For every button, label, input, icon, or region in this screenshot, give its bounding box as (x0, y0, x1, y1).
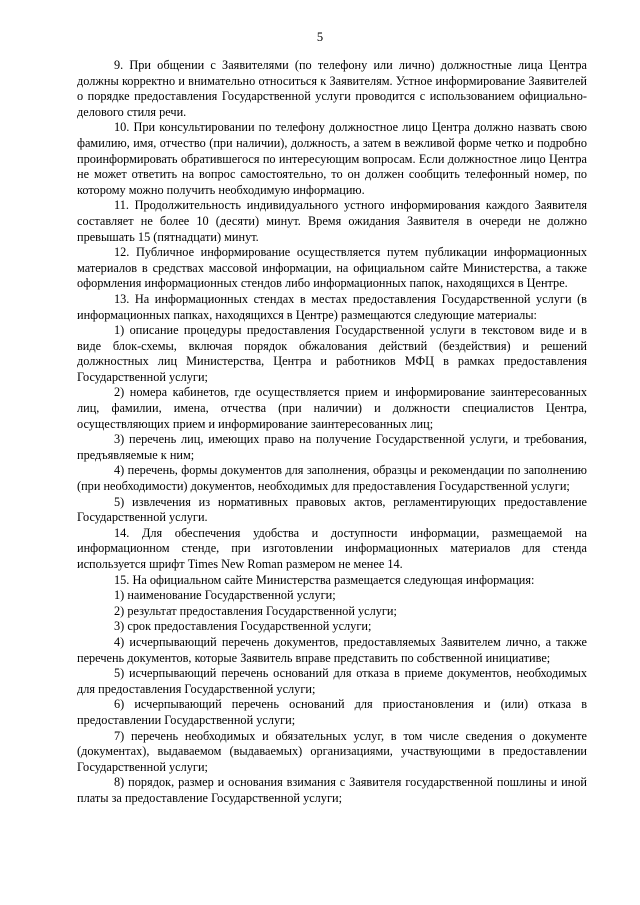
list-item-13-3: 3) перечень лиц, имеющих право на получение Государственной услуги, и требования, предъявляемые к ним; (77, 432, 587, 462)
list-item-15-4: 4) исчерпывающий перечень документов, предоставляемых Заявителем лично, а также перечень документов, которые Заявитель вправе представить по собственной инициативе; (77, 634, 587, 665)
paragraph-13: 13. На информационных стендах в местах предоставления Государственной услуги (в информационных папках, находящихся в Центре) размещаются следующие материалы: (77, 291, 587, 322)
list-item-13-5: 5) извлечения из нормативных правовых актов, регламентирующих предоставление Государственной услуги. (77, 494, 587, 525)
paragraph-14: 14. Для обеспечения удобства и доступности информации, размещаемой на информационном стенде, при изготовлении информационных материалов для стенда используется шрифт Times New Roman размером не менее 14. (77, 525, 587, 571)
list-item-15-6: 6) исчерпывающий перечень оснований для приостановления и (или) отказа в предоставлении Государственной услуги; (77, 697, 587, 727)
paragraph-9: 9. При общении с Заявителями (по телефону или лично) должностные лица Центра должны корректно и внимательно относиться к Заявителям. Устное информирование Заявителей о порядке предоставления Государственной услуги проводится с использованием официально-делового стиля речи. (77, 58, 587, 119)
document-body (77, 58, 587, 807)
paragraph-15: 15. На официальном сайте Министерства размещается следующая информация: (114, 572, 535, 587)
list-item-15-3: 3) срок предоставления Государственной услуги; (114, 619, 372, 634)
page-number: 5 (316, 30, 324, 44)
list-item-15-5: 5) исчерпывающий перечень оснований для отказа в приеме документов, необходимых для предоставления Государственной услуги; (77, 666, 587, 696)
list-item-15-7: 7) перечень необходимых и обязательных услуг, в том числе сведения о документе (документах), выдаваемом (выдаваемых) организациями, участвующими в предоставлении Государственной услуги; (77, 728, 587, 774)
paragraph-12: 12. Публичное информирование осуществляется путем публикации информационных материалов в средствах массовой информации, на официальном сайте Министерства, а также оформления информационных стендов либо информационных папок, находящихся в Центре. (77, 245, 587, 291)
list-item-15-1: 1) наименование Государственной услуги; (114, 588, 336, 603)
list-item-13-4: 4) перечень, формы документов для заполнения, образцы и рекомендации по заполнению (при необходимости) документов, необходимых для предоставления Государственной услуги; (77, 463, 587, 494)
list-item-13-1: 1) описание процедуры предоставления Государственной услуги в текстовом виде и в виде блок-схемы, включая порядок обжалования действий (бездействия) и решений должностных лиц Министерства, Центра и работников МФЦ в рамках предоставления Государственной услуги; (77, 323, 587, 384)
list-item-13-2: 2) номера кабинетов, где осуществляется прием и информирование заинтересованных лиц, фамилии, имена, отчества (при наличии) и должности специалистов Центра, осуществляющих прием и информирование заинтересованных лиц; (77, 385, 587, 431)
list-item-15-8: 8) порядок, размер и основания взимания с Заявителя государственной пошлины и иной платы за предоставление Государственной услуги; (77, 775, 587, 805)
paragraph-10: 10. При консультировании по телефону должностное лицо Центра должно назвать свою фамилию, имя, отчество (при наличии), должность, а затем в вежливой форме четко и подробно проинформировать обратившегося по интересующим вопросам. Если должностное лицо Центра не может ответить на вопрос самостоятельно, то он должен сообщить телефонный номер, по которому можно получить необходимую информацию. (77, 120, 587, 197)
list-item-15-2: 2) результат предоставления Государственной услуги; (114, 603, 397, 618)
paragraph-11: 11. Продолжительность индивидуального устного информирования каждого Заявителя составляет не более 10 (десяти) минут. Время ожидания Заявителя в очереди не должно превышать 15 (пятнадцати) минут. (77, 198, 587, 244)
